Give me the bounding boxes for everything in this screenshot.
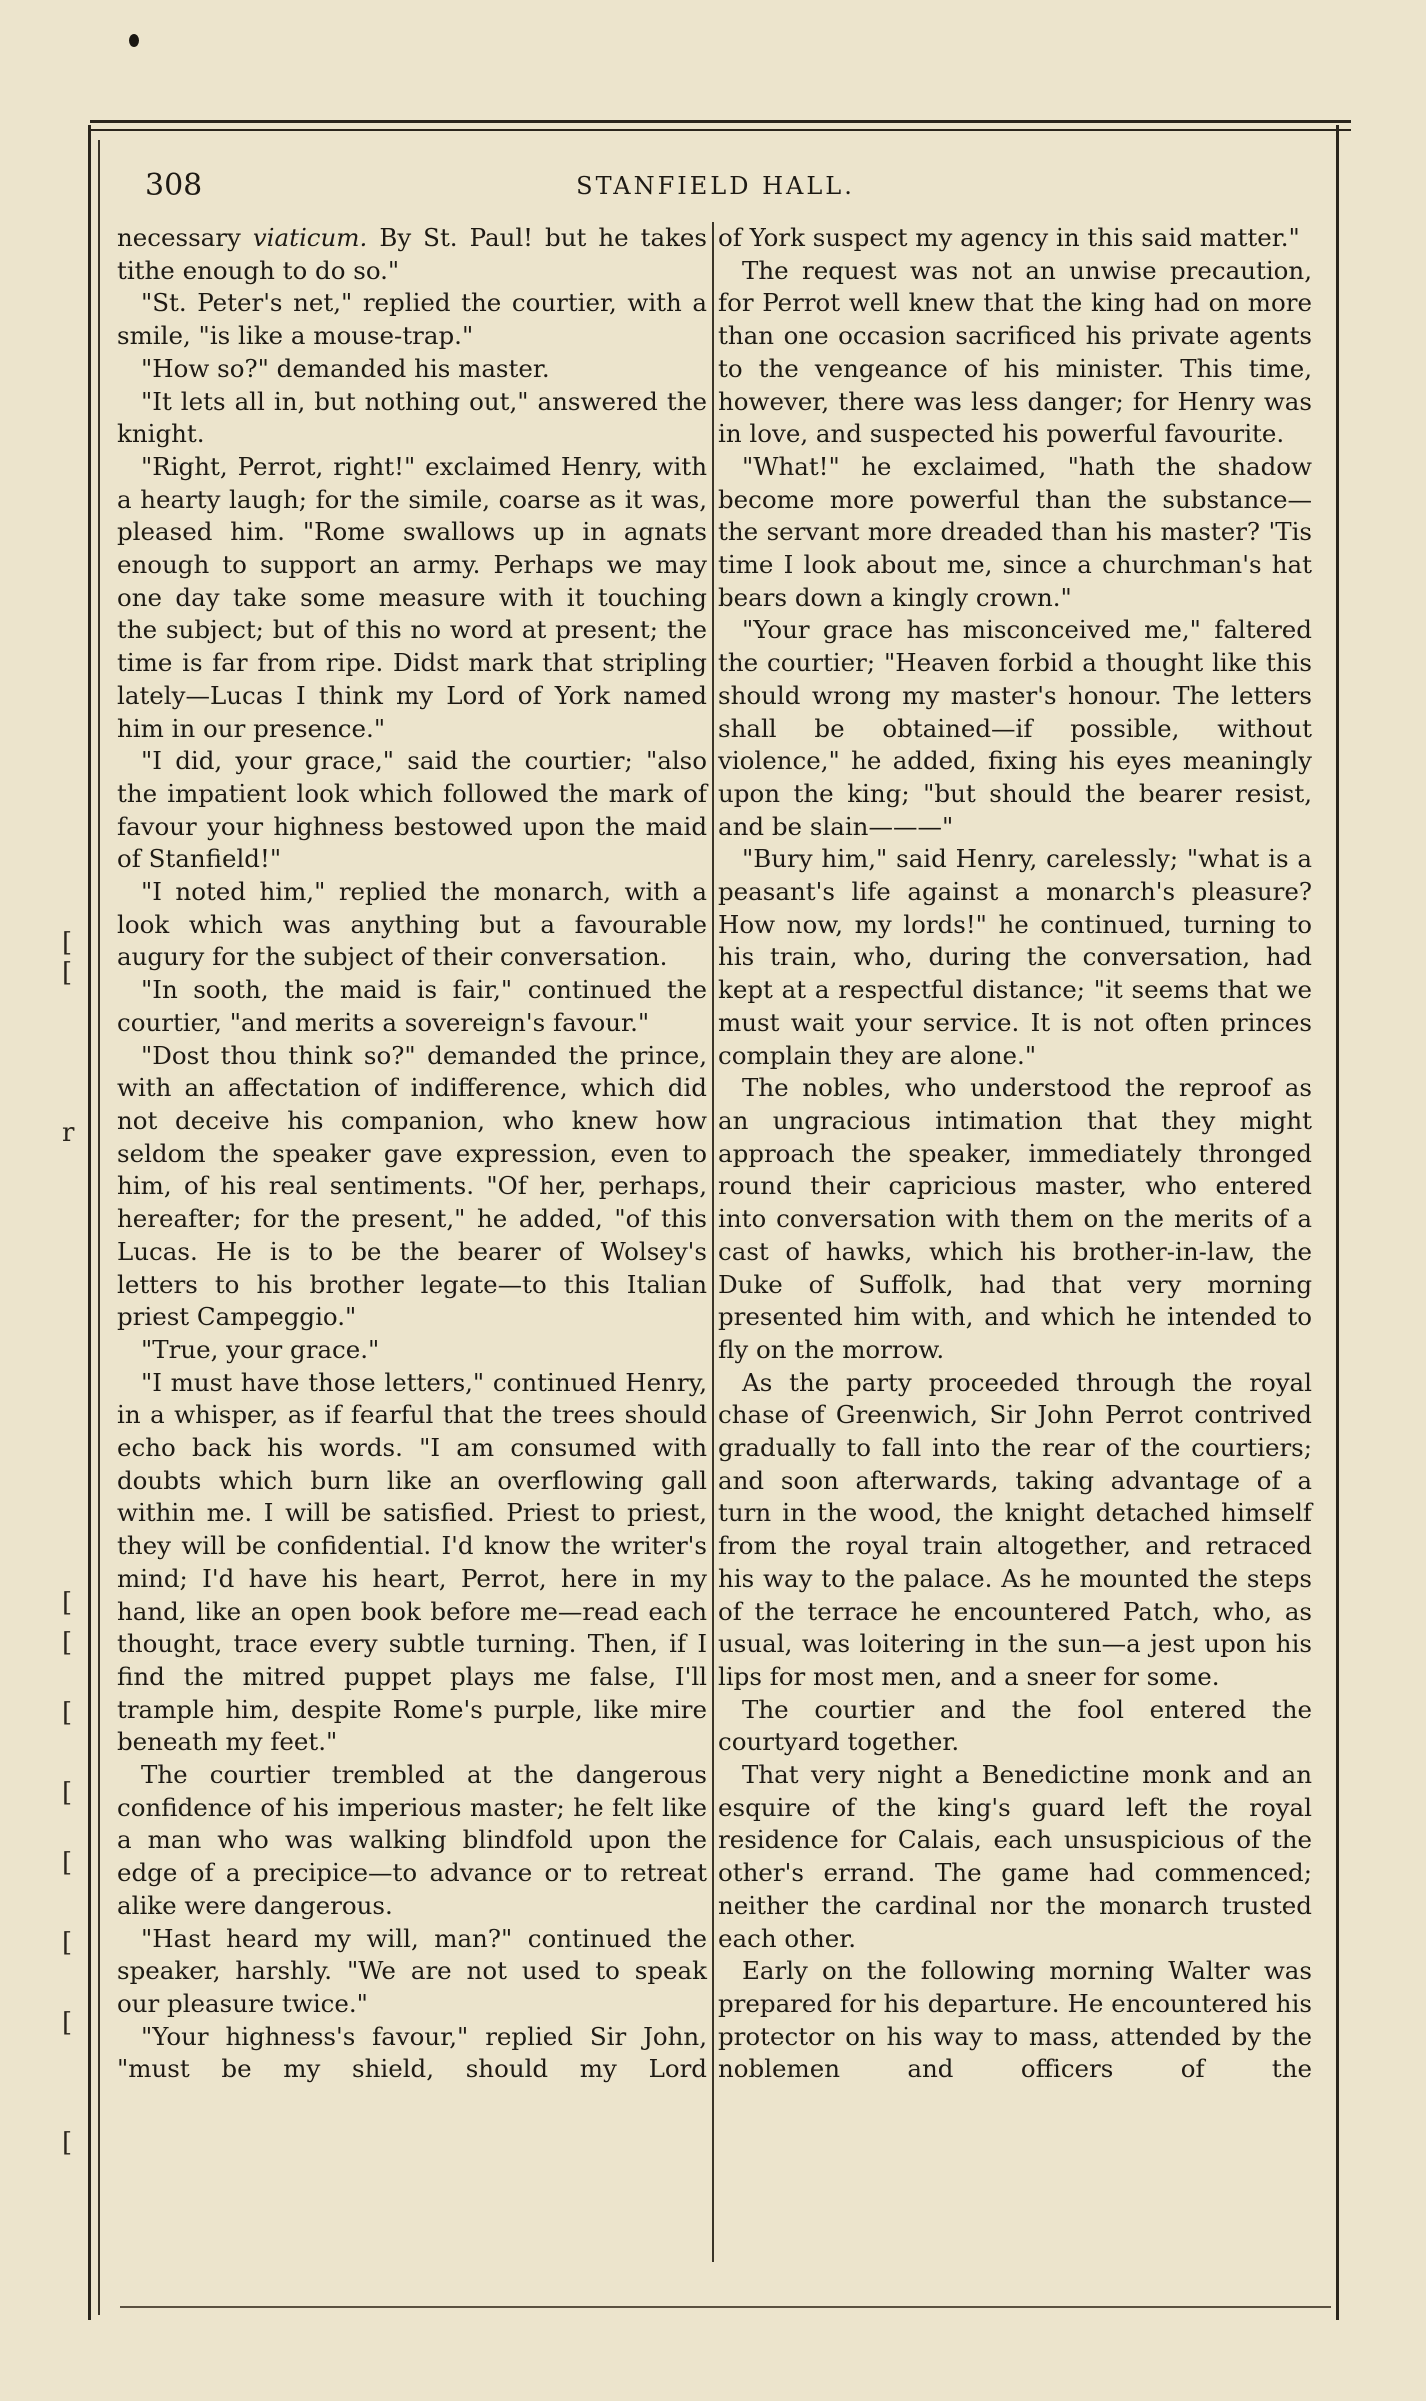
paragraph: "What!" he exclaimed, "hath the shadow become more powerful than the substance—the servant more dreaded than his master? 'Tis time I look about me, since a churchman's hat bears down a kingly crown." — [718, 451, 1312, 612]
paragraph: "Bury him," said Henry, carelessly; "what is a peasant's life against a monarch's pleasure? How now, my lords!" he continued, turning to his train, who, during the conversation, had kept at a respectful distance; "it seems that we must wait your service. It is not often princes complain they are alone." — [718, 844, 1312, 1070]
right-column — [718, 222, 1312, 2086]
paragraph: "How so?" demanded his master. — [141, 353, 550, 383]
top-rule-thin — [90, 129, 1351, 131]
margin-mark: [ — [62, 1628, 73, 1658]
paragraph: As the party proceeded through the royal chase of Greenwich, Sir John Perrot contrived gradually to fall into the rear of the courtiers; and soon afterwards, taking advantage of a turn in the wood, the knight detached himself from the royal train altogether, and retraced his way to the palace. As he mounted the steps of the terrace he encountered Patch, who, as usual, was loitering in the sun—a jest upon his lips for most men, and a sneer for some. — [718, 1367, 1312, 1691]
page-header — [145, 168, 1286, 208]
paragraph: "St. Peter's net," replied the courtier, with a smile, "is like a mouse-trap." — [117, 288, 707, 351]
margin-mark: [ — [62, 928, 73, 958]
margin-mark: r — [62, 1118, 75, 1148]
margin-mark: [ — [62, 2128, 73, 2158]
paragraph: "I did, your grace," said the courtier; "also the impatient look which followed the mark of favour your highness bestowed upon the maid of Stanfield!" — [117, 746, 707, 874]
running-head: STANFIELD HALL. — [576, 172, 855, 200]
paragraph: "Dost thou think so?" demanded the prince, with an affectation of indifference, which did not deceive his companion, who knew how seldom the speaker gave expression, even to him, of his real sentiments. "Of her, perhaps, hereafter; for the present," he added, "of this Lucas. He is to be the bearer of Wolsey's letters to his brother legate—to this Italian priest Campeggio." — [117, 1040, 707, 1332]
paragraph: "Your grace has misconceived me," faltered the courtier; "Heaven forbid a thought like this should wrong my master's honour. The letters shall be obtained—if possible, without violence," he added, fixing his eyes meaningly upon the king; "but should the bearer resist, and be slain———" — [718, 615, 1312, 841]
paragraph: "Hast heard my will, man?" continued the speaker, harshly. "We are not used to speak our pleasure twice." — [117, 1923, 707, 2018]
margin-mark: [ — [62, 1848, 73, 1878]
paragraph: Early on the following morning Walter was prepared for his departure. He encountered his protector on his way to mass, attended by the noblemen and officers of the — [718, 1956, 1312, 2084]
paragraph: "Right, Perrot, right!" exclaimed Henry, with a hearty laugh; for the simile, coarse as it was, pleased him. "Rome swallows up in agnats enough to support an army. Perhaps we may one day take some measure with it touching the subject; but of this no word at present; the time is far from ripe. Didst mark that stripling lately—Lucas I think my Lord of York named him in our presence." — [117, 451, 707, 743]
bottom-rule — [120, 2306, 1331, 2308]
paragraph: The courtier trembled at the dangerous confidence of his imperious master; he felt like a man who was walking blindfold upon the edge of a precipice—to advance or to retreat alike were dangerous. — [117, 1760, 707, 1920]
margin-mark: [ — [62, 1698, 73, 1728]
page-number: 308 — [145, 168, 203, 203]
paragraph: "I noted him," replied the monarch, with a look which was anything but a favourable augury for the subject of their conversation. — [117, 877, 707, 972]
paragraph: The courtier and the fool entered the courtyard together. — [718, 1694, 1312, 1757]
paragraph: "True, your grace." — [141, 1334, 380, 1364]
italic-word: viaticum. — [252, 223, 368, 252]
frame-right-border — [1336, 125, 1339, 2320]
paragraph: That very night a Benedictine monk and an esquire of the king's guard left the royal residence for Calais, each unsuspicious of the other's errand. The game had commenced; neither the cardinal nor the monarch trusted each other. — [718, 1760, 1312, 1953]
paragraph: The nobles, who understood the reproof as an ungracious intimation that they might approach the speaker, immediately thronged round their capricious master, who entered into conversation with them on the merits of a cast of hawks, which his brother-in-law, the Duke of Suffolk, had that very morning presented him with, and which he intended to fly on the morrow. — [718, 1073, 1312, 1364]
paragraph: "In sooth, the maid is fair," continued the courtier, "and merits a sovereign's favour." — [117, 975, 707, 1037]
text-run: By St. Paul! but he takes tithe enough to do so." — [117, 223, 707, 285]
paragraph: The request was not an unwise precaution, for Perrot well knew that the king had on more than one occasion sacrificed his private agents to the vengeance of his minister. This time, however, there was less danger; for Henry was in love, and suspected his powerful favourite. — [718, 255, 1312, 449]
top-rule — [90, 120, 1351, 123]
margin-mark: [ — [62, 1778, 73, 1808]
paragraph — [117, 222, 707, 287]
paragraph: "I must have those letters," continued Henry, in a whisper, as if fearful that the trees should echo back his words. "I am consumed with doubts which burn like an overflowing gall within me. I will be satisfied. Priest to priest, they will be confidential. I'd know the writer's mind; I'd have his heart, Perrot, here in my hand, like an open book before me—read each thought, trace every subtle turning. Then, if I find the mitred puppet plays me false, I'll trample him, despite Rome's purple, like mire beneath my feet." — [117, 1367, 707, 1757]
text-run: necessary — [117, 223, 253, 252]
margin-marks — [62, 930, 102, 2280]
margin-mark: [ — [62, 958, 73, 988]
margin-mark: [ — [62, 1928, 73, 1958]
margin-mark: [ — [62, 2008, 73, 2038]
column-divider — [712, 222, 714, 2262]
margin-mark: [ — [62, 1588, 73, 1618]
paragraph: of York suspect my agency in this said matter." — [718, 223, 1300, 252]
page-ink-dot — [129, 34, 139, 47]
paragraph: "Your highness's favour," replied Sir John, "must be my shield, should my Lord — [117, 2021, 707, 2084]
paragraph: "It lets all in, but nothing out," answered the knight. — [117, 386, 707, 449]
left-column — [117, 222, 707, 2086]
